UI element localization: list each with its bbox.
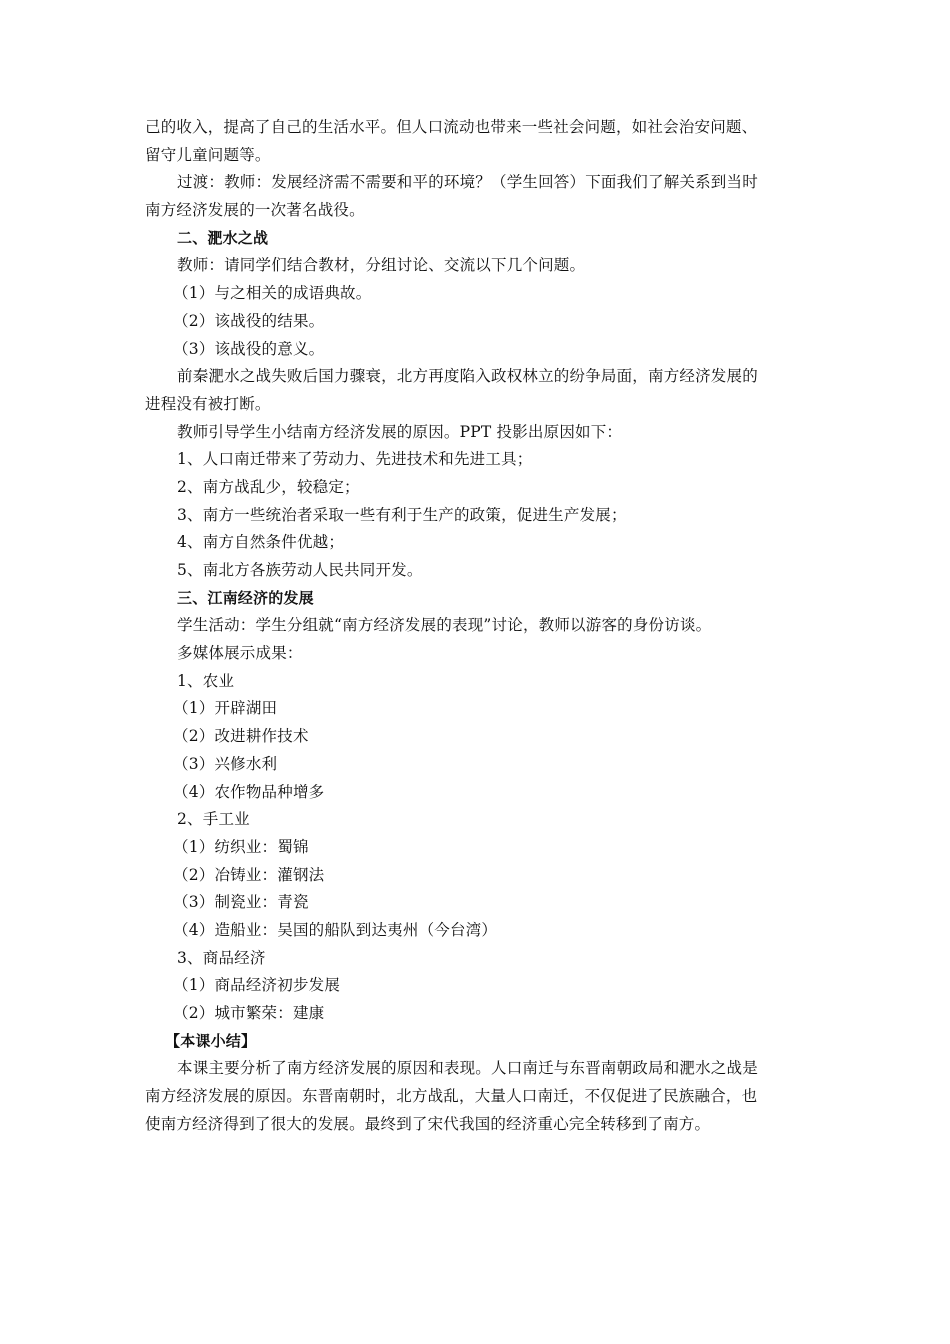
reason-item: 2、南方战乱少，较稳定； <box>177 477 360 496</box>
category-title: 3、商品经济 <box>177 948 266 967</box>
transition-line: 南方经济发展的一次著名战役。 <box>145 201 365 220</box>
summary-line: 南方经济发展的原因。东晋南朝时，北方战乱，大量人口南迁，不仅促进了民族融合，也 <box>145 1087 758 1106</box>
paragraph-line: 己的收入，提高了自己的生活水平。但人口流动也带来一些社会问题，如社会治安问题、 <box>145 118 758 136</box>
paragraph-line: 教师引导学生小结南方经济发展的原因。PPT 投影出原因如下： <box>177 422 623 441</box>
question-item: （2）该战役的结果。 <box>173 311 325 330</box>
list-item: （1）开辟湖田 <box>173 699 278 718</box>
section-heading-feishui: 二、淝水之战 <box>177 228 269 247</box>
student-activity: 学生活动：学生分组就“南方经济发展的表现”讨论，教师以游客的身份访谈。 <box>177 616 712 635</box>
paragraph-line: 留守儿童问题等。 <box>145 145 271 164</box>
list-item: （2）城市繁荣：建康 <box>173 1004 325 1022</box>
paragraph-line: 多媒体展示成果： <box>177 644 303 663</box>
paragraph-line: 进程没有被打断。 <box>145 394 271 413</box>
list-item: （4）农作物品种增多 <box>173 782 325 801</box>
reason-item: 4、南方自然条件优越； <box>177 533 345 552</box>
section-heading-jiangnan: 三、江南经济的发展 <box>177 588 314 607</box>
list-item: （4）造船业：吴国的船队到达夷州（今台湾） <box>173 920 498 939</box>
list-item: （2）冶铸业：灌钢法 <box>173 865 325 884</box>
reason-item: 1、人口南迁带来了劳动力、先进技术和先进工具； <box>177 450 533 469</box>
summary-line: 本课主要分析了南方经济发展的原因和表现。人口南迁与东晋南朝政局和淝水之战是 <box>177 1059 758 1078</box>
reason-item: 3、南方一些统治者采取一些有利于生产的政策，促进生产发展； <box>177 505 627 524</box>
list-item: （3）兴修水利 <box>173 754 278 773</box>
summary-line: 使南方经济得到了很大的发展。最终到了宋代我国的经济重心完全转移到了南方。 <box>145 1114 711 1133</box>
transition-line: 过渡：教师：发展经济需不需要和平的环境？（学生回答）下面我们了解关系到当时 <box>177 173 758 192</box>
list-item: （1）商品经济初步发展 <box>173 976 341 995</box>
category-title: 1、农业 <box>177 671 235 690</box>
summary-heading: 【本课小结】 <box>165 1031 257 1050</box>
list-item: （1）纺织业：蜀锦 <box>173 837 309 856</box>
reason-item: 5、南北方各族劳动人民共同开发。 <box>177 561 423 579</box>
paragraph-line: 前秦淝水之战失败后国力骤衰，北方再度陷入政权林立的纷争局面，南方经济发展的 <box>177 367 758 386</box>
list-item: （3）制瓷业：青瓷 <box>173 893 309 912</box>
teacher-prompt: 教师：请同学们结合教材，分组讨论、交流以下几个问题。 <box>177 256 586 275</box>
document-body <box>145 114 805 1138</box>
list-item: （2）改进耕作技术 <box>173 727 309 746</box>
category-title: 2、手工业 <box>177 810 250 829</box>
question-item: （3）该战役的意义。 <box>173 339 325 358</box>
question-item: （1）与之相关的成语典故。 <box>173 284 372 303</box>
